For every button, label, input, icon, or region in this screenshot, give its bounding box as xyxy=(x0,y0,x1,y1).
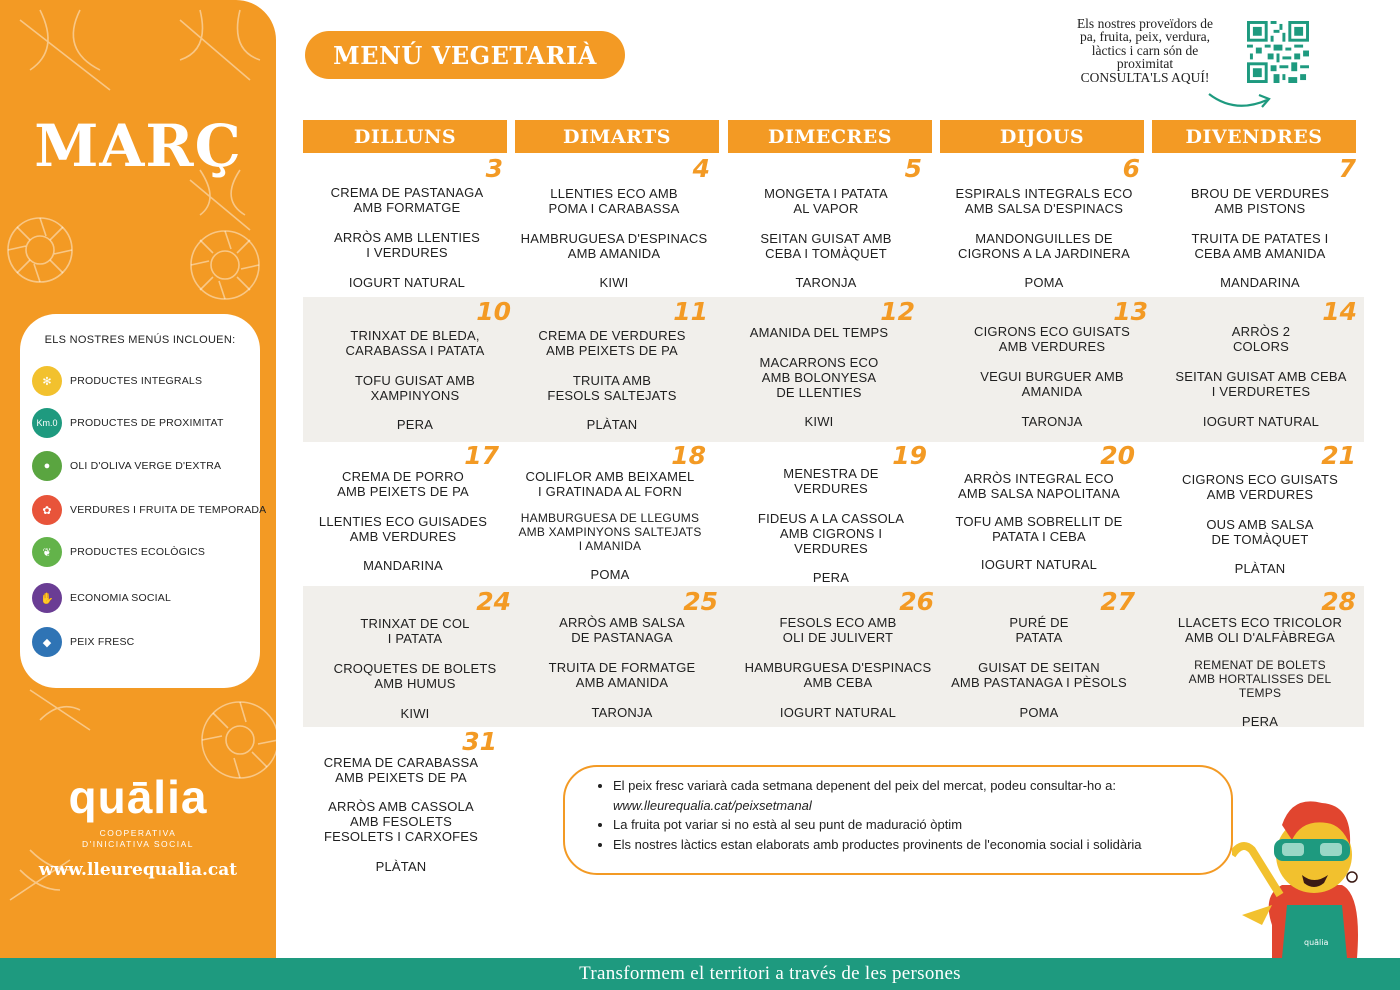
first-course: TRINXAT DE COL I PATATA xyxy=(360,616,470,646)
second-course: GUISAT DE SEITAN AMB PASTANAGA I PÈSOLS xyxy=(951,660,1127,690)
brand-logo: quālia xyxy=(68,771,208,823)
day-number: 21 xyxy=(1321,441,1356,470)
fish-icon: ◆ xyxy=(32,627,62,657)
notes-box xyxy=(563,765,1233,875)
legend-label: OLI D'OLIVA VERGE D'EXTRA xyxy=(70,460,222,472)
menu-cell xyxy=(299,441,507,586)
svg-text:quālia: quālia xyxy=(1304,938,1329,947)
first-course: PURÉ DE PATATA xyxy=(1009,615,1069,645)
menu-cell xyxy=(508,297,716,442)
day-number: 5 xyxy=(904,154,922,183)
handshake-icon: ✋ xyxy=(32,583,62,613)
first-course: LLENTIES ECO AMB POMA I CARABASSA xyxy=(548,186,680,216)
day-number: 13 xyxy=(1113,297,1148,326)
legend-title: ELS NOSTRES MENÚS INCLOUEN: xyxy=(44,334,236,346)
second-course: HAMBURGUESA D'ESPINACS AMB CEBA xyxy=(744,660,932,690)
dessert: POMA xyxy=(590,567,630,582)
first-course: CREMA DE CARABASSA AMB PEIXETS DE PA xyxy=(323,755,479,785)
day-number: 10 xyxy=(476,297,511,326)
first-course: ESPIRALS INTEGRALS ECO AMB SALSA D'ESPINACS xyxy=(955,186,1133,216)
legend-item-proximitat xyxy=(32,408,224,438)
note-item: • Els nostres làctics estan elaborats amb productes provinents de l'economia social i solidària xyxy=(613,835,1218,855)
day-number: 24 xyxy=(476,587,511,616)
brand-subtitle-line: COOPERATIVA xyxy=(99,828,177,838)
day-header-divendres: DIVENDRES xyxy=(1152,120,1356,153)
legend-item-economia xyxy=(32,583,171,613)
menu-cell xyxy=(715,297,923,442)
day-number: 12 xyxy=(880,297,915,326)
first-course: CREMA DE PORRO AMB PEIXETS DE PA xyxy=(337,469,469,499)
dessert: KIWI xyxy=(400,706,430,721)
second-course: VEGUI BURGUER AMB AMANIDA xyxy=(980,369,1124,399)
dessert: IOGURT NATURAL xyxy=(779,705,897,720)
second-course: SEITAN GUISAT AMB CEBA I TOMÀQUET xyxy=(760,231,892,261)
page-title: MENÚ VEGETARIÀ xyxy=(305,31,625,79)
menu-cell xyxy=(722,154,930,294)
day-number: 26 xyxy=(899,587,934,616)
day-number: 18 xyxy=(671,441,706,470)
brand-subtitle-line: D'INICIATIVA SOCIAL xyxy=(82,839,194,849)
month-title: MARÇ xyxy=(34,112,242,180)
second-course: TRUITA DE PATATES I CEBA AMB AMANIDA xyxy=(1191,231,1329,261)
legend-label: PRODUCTES DE PROXIMITAT xyxy=(70,417,224,429)
second-course: TRUITA AMB FESOLS SALTEJATS xyxy=(547,373,677,403)
legend-label: PRODUCTES INTEGRALS xyxy=(70,375,203,387)
second-course: HAMBRUGUESA D'ESPINACS AMB AMANIDA xyxy=(520,231,708,261)
dessert: KIWI xyxy=(804,414,834,429)
note-text: El peix fresc variarà cada setmana depenent del peix del mercat, podeu consultar-ho a: xyxy=(613,778,1116,793)
day-number: 7 xyxy=(1338,154,1356,183)
supplier-line: CONSULTA'LS AQUÍ! xyxy=(1080,69,1210,85)
day-number: 31 xyxy=(462,727,497,756)
dessert: PERA xyxy=(1241,714,1279,729)
menu-cell xyxy=(303,154,511,294)
vegetables-icon: ✿ xyxy=(32,495,62,525)
menu-cell xyxy=(1156,154,1364,294)
day-number: 11 xyxy=(673,297,708,326)
legend-label: PRODUCTES ECOLÒGICS xyxy=(70,546,206,558)
first-course: MONGETA I PATATA AL VAPOR xyxy=(764,186,888,216)
second-course: CROQUETES DE BOLETS AMB HUMUS xyxy=(333,661,497,691)
day-number: 14 xyxy=(1322,297,1357,326)
dessert: TARONJA xyxy=(1021,414,1083,429)
first-course: LLACETS ECO TRICOLOR AMB OLI D'ALFÀBREGA xyxy=(1177,615,1343,645)
first-course: ARRÒS AMB SALSA DE PASTANAGA xyxy=(559,615,685,645)
leaf-icon: ❦ xyxy=(32,537,62,567)
day-header-dijous: DIJOUS xyxy=(940,120,1144,153)
first-course: CIGRONS ECO GUISATS AMB VERDURES xyxy=(974,324,1130,354)
second-course: MANDONGUILLES DE CIGRONS A LA JARDINERA xyxy=(957,231,1130,261)
supplier-line: làctics i carn són de xyxy=(1091,42,1199,58)
day-header-dilluns: DILLUNS xyxy=(303,120,507,153)
arrow-icon xyxy=(1205,88,1275,112)
day-number: 28 xyxy=(1321,587,1356,616)
dessert: POMA xyxy=(1024,275,1064,290)
day-number: 27 xyxy=(1100,587,1135,616)
legend-label: ECONOMIA SOCIAL xyxy=(70,592,172,604)
day-number: 17 xyxy=(464,441,499,470)
menu-cell xyxy=(1156,587,1364,727)
dessert: POMA xyxy=(1019,705,1059,720)
km0-icon: Km.0 xyxy=(32,408,62,438)
dessert: MANDARINA xyxy=(1220,275,1300,290)
dessert: PERA xyxy=(812,570,850,585)
first-course: CIGRONS ECO GUISATS AMB VERDURES xyxy=(1182,472,1338,502)
second-course: HAMBURGUESA DE LLEGUMS AMB XAMPINYONS SALTEJATS I AMANIDA xyxy=(518,511,702,553)
first-course: MENESTRA DE VERDURES xyxy=(783,466,879,496)
second-course: LLENTIES ECO GUISADES AMB VERDURES xyxy=(318,514,488,544)
brand-subtitle xyxy=(0,828,276,850)
day-header-dimarts: DIMARTS xyxy=(515,120,719,153)
menu-cell xyxy=(311,297,519,442)
legend-panel xyxy=(20,314,267,688)
day-number: 6 xyxy=(1122,154,1140,183)
menu-cell xyxy=(1156,441,1364,586)
second-course: FIDEUS A LA CASSOLA AMB CIGRONS I VERDURES xyxy=(757,511,905,556)
legend-item-ecologics xyxy=(32,537,205,567)
menu-cell xyxy=(727,441,935,586)
legend-label: PEIX FRESC xyxy=(70,636,135,648)
first-course: AMANIDA DEL TEMPS xyxy=(749,325,889,340)
menu-cell xyxy=(940,154,1148,294)
second-course: TRUITA DE FORMATGE AMB AMANIDA xyxy=(548,660,696,690)
menu-cell xyxy=(518,587,726,727)
first-course: FESOLS ECO AMB OLI DE JULIVERT xyxy=(779,615,897,645)
menu-cell xyxy=(935,441,1143,586)
day-number: 4 xyxy=(692,154,710,183)
supplier-note xyxy=(1050,17,1240,84)
second-course: MACARRONS ECO AMB BOLONYESA DE LLENTIES xyxy=(759,355,879,400)
dessert: IOGURT NATURAL xyxy=(980,557,1098,572)
legend-item-oli xyxy=(32,451,221,481)
first-course: CREMA DE VERDURES AMB PEIXETS DE PA xyxy=(538,328,686,358)
dessert: TARONJA xyxy=(795,275,857,290)
fish-url-link[interactable]: www.lleurequalia.cat/peixsetmanal xyxy=(613,797,812,813)
dessert: IOGURT NATURAL xyxy=(1202,414,1320,429)
dessert: PLÀTAN xyxy=(1234,561,1286,576)
dessert: PERA xyxy=(396,417,434,432)
note-item: • La fruita pot variar si no està al seu punt de maduració òptim xyxy=(613,815,1218,835)
first-course: BROU DE VERDURES AMB PISTONS xyxy=(1190,186,1330,216)
second-course: ARRÒS AMB CASSOLA AMB FESOLETS FESOLETS I CARXOFES xyxy=(323,799,479,844)
legend-label: VERDURES I FRUITA DE TEMPORADA xyxy=(70,504,267,516)
footer-slogan: Transformem el territori a través de les persones xyxy=(579,963,961,984)
dessert: KIWI xyxy=(599,275,629,290)
second-course: SEITAN GUISAT AMB CEBA I VERDURETES xyxy=(1175,369,1347,399)
note-item xyxy=(613,776,1218,815)
dessert: MANDARINA xyxy=(363,558,443,573)
menu-cell xyxy=(1157,297,1365,442)
dessert: IOGURT NATURAL xyxy=(348,275,466,290)
first-course: CREMA DE PASTANAGA AMB FORMATGE xyxy=(330,185,484,215)
legend-item-temporada xyxy=(32,495,266,525)
dessert: PLÀTAN xyxy=(586,417,638,432)
menu-cell xyxy=(297,727,505,877)
first-course: ARRÒS 2 COLORS xyxy=(1231,324,1291,354)
qr-code-icon[interactable] xyxy=(1247,21,1309,83)
day-number: 19 xyxy=(892,441,927,470)
legend-item-peix xyxy=(32,627,134,657)
second-course: OUS AMB SALSA DE TOMÀQUET xyxy=(1206,517,1314,547)
supplier-line: proximitat xyxy=(1116,56,1174,72)
day-header-dimecres: DIMECRES xyxy=(728,120,932,153)
menu-cell xyxy=(935,587,1143,727)
first-course: TRINXAT DE BLEDA, CARABASSA I PATATA xyxy=(345,328,485,358)
menu-cell xyxy=(506,441,714,586)
menu-cell xyxy=(948,297,1156,442)
menu-cell xyxy=(510,154,718,294)
second-course: ARRÒS AMB LLENTIES I VERDURES xyxy=(334,230,480,260)
first-course: ARRÒS INTEGRAL ECO AMB SALSA NAPOLITANA xyxy=(958,471,1120,501)
day-number: 25 xyxy=(683,587,718,616)
second-course: REMENAT DE BOLETS AMB HORTALISSES DEL TEMPS xyxy=(1188,658,1332,700)
dessert: TARONJA xyxy=(591,705,653,720)
second-course: TOFU AMB SOBRELLIT DE PATATA I CEBA xyxy=(955,514,1123,544)
second-course: TOFU GUISAT AMB XAMPINYONS xyxy=(354,373,476,403)
first-course: COLIFLOR AMB BEIXAMEL I GRATINADA AL FORN xyxy=(525,469,695,499)
supplier-line: pa, fruita, peix, verdura, xyxy=(1079,29,1211,45)
mascot-icon xyxy=(1232,795,1392,958)
website-link[interactable]: www.lleurequalia.cat xyxy=(38,860,238,880)
olive-icon: ● xyxy=(32,451,62,481)
wheat-icon: ✻ xyxy=(32,366,62,396)
day-number: 3 xyxy=(485,154,503,183)
menu-cell xyxy=(734,587,942,727)
day-number: 20 xyxy=(1100,441,1135,470)
dessert: PLÀTAN xyxy=(375,859,427,874)
menu-cell xyxy=(311,587,519,727)
supplier-line: Els nostres proveïdors de xyxy=(1076,16,1214,31)
legend-item-integrals xyxy=(32,366,202,396)
sidebar xyxy=(0,0,276,958)
